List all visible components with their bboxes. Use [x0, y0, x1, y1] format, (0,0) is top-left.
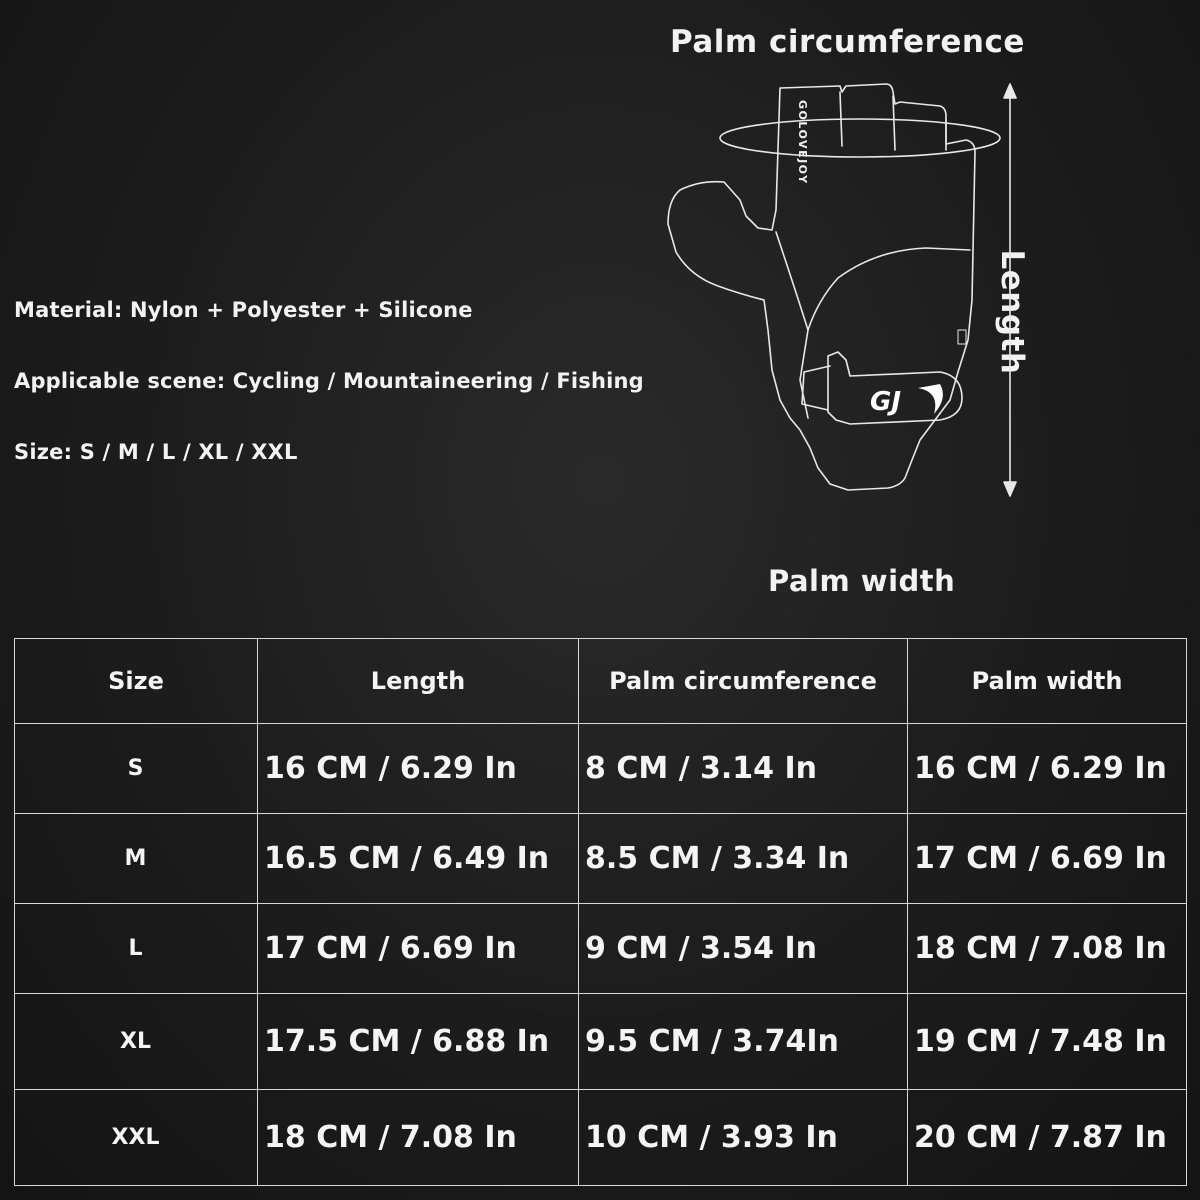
table-row	[15, 1090, 1187, 1186]
palm-width-cell: 18 CM / 7.08 In	[908, 904, 1187, 994]
palm-circumference-label: Palm circumference	[670, 24, 1025, 60]
palm-circumference-cell: 9 CM / 3.54 In	[579, 904, 908, 994]
palm-width-cell: 17 CM / 6.69 In	[908, 814, 1187, 904]
applicable-scene-text: Applicable scene: Cycling / Mountaineering / Fishing	[14, 369, 644, 393]
length-cell: 16.5 CM / 6.49 In	[258, 814, 579, 904]
table-header-row	[15, 639, 1187, 724]
size-chart-table	[14, 638, 1187, 1186]
header-length: Length	[258, 639, 579, 724]
palm-width-cell: 19 CM / 7.48 In	[908, 994, 1187, 1090]
size-cell: XXL	[15, 1090, 258, 1186]
glove-diagram	[640, 60, 1060, 540]
length-cell: 16 CM / 6.29 In	[258, 724, 579, 814]
palm-circumference-cell: 8 CM / 3.14 In	[579, 724, 908, 814]
length-cell: 18 CM / 7.08 In	[258, 1090, 579, 1186]
size-cell: XL	[15, 994, 258, 1090]
palm-width-cell: 20 CM / 7.87 In	[908, 1090, 1187, 1186]
palm-circumference-cell: 8.5 CM / 3.34 In	[579, 814, 908, 904]
glove-brand-text: GOLOVEJOY	[796, 100, 809, 185]
sizes-text: Size: S / M / L / XL / XXL	[14, 440, 298, 464]
length-label: Length	[994, 249, 1030, 375]
logo-swoosh-icon	[918, 384, 943, 414]
palm-circumference-cell: 9.5 CM / 3.74In	[579, 994, 908, 1090]
size-cell: M	[15, 814, 258, 904]
glove-outline	[668, 84, 975, 490]
length-cell: 17.5 CM / 6.88 In	[258, 994, 579, 1090]
header-palm-circumference: Palm circumference	[579, 639, 908, 724]
palm-circumference-cell: 10 CM / 3.93 In	[579, 1090, 908, 1186]
size-cell: S	[15, 724, 258, 814]
length-cell: 17 CM / 6.69 In	[258, 904, 579, 994]
palm-circumference-ellipse	[720, 119, 1000, 157]
table-row	[15, 814, 1187, 904]
size-cell: L	[15, 904, 258, 994]
palm-width-cell: 16 CM / 6.29 In	[908, 724, 1187, 814]
glove-logo: GJ	[870, 387, 902, 417]
table-row	[15, 904, 1187, 994]
header-palm-width: Palm width	[908, 639, 1187, 724]
material-text: Material: Nylon + Polyester + Silicone	[14, 298, 473, 322]
palm-width-label: Palm width	[768, 564, 956, 598]
table-row	[15, 724, 1187, 814]
header-size: Size	[15, 639, 258, 724]
table-row	[15, 994, 1187, 1090]
